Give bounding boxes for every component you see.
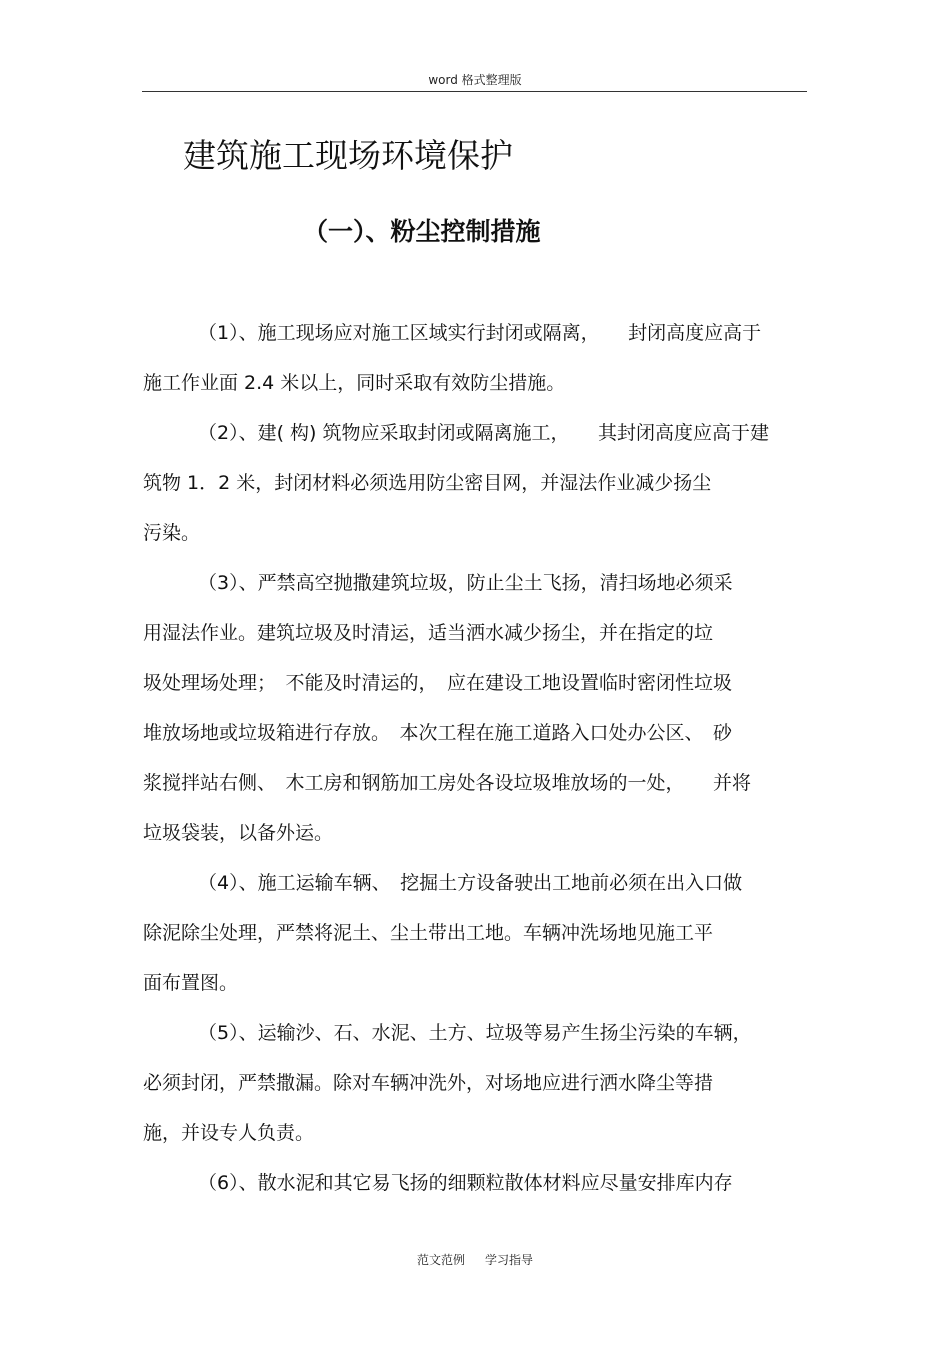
document-title: 建筑施工现场环境保护 [183, 136, 513, 175]
footer-right-text: 学习指导 [485, 1253, 534, 1267]
paragraph-line: 施工作业面 2.4 米以上，同时采取有效防尘措施。 [143, 372, 566, 394]
paragraph-line: （3）、严禁高空抛撒建筑垃圾，防止尘土飞扬，清扫场地必须采 [198, 572, 733, 594]
page-header: word 格式整理版 [428, 73, 522, 87]
footer-left-text: 范文范例 [416, 1253, 465, 1267]
section-heading: （一）、粉尘控制措施 [303, 217, 541, 246]
paragraph-line: 浆搅拌站右侧、 木工房和钢筋加工房处各设垃圾堆放场的一处， 并将 [143, 772, 752, 794]
paragraph-line: 垃圾袋装，以备外运。 [143, 822, 334, 844]
paragraph-line: 用湿法作业。建筑垃圾及时清运，适当洒水减少扬尘，并在指定的垃 [143, 622, 714, 644]
paragraph-line: （5）、运输沙、石、水泥、土方、垃圾等易产生扬尘污染的车辆， [198, 1022, 752, 1044]
paragraph-line: 污染。 [143, 522, 201, 544]
page-footer [0, 1251, 950, 1268]
paragraph-line: 面布置图。 [143, 972, 239, 994]
paragraph-line: 堆放场地或垃圾箱进行存放。 本次工程在施工道路入口处办公区、 砂 [143, 722, 733, 744]
header-divider [142, 91, 807, 92]
paragraph-line: 必须封闭，严禁撒漏。除对车辆冲洗外，对场地应进行洒水降尘等措 [143, 1072, 714, 1094]
paragraph-line: 除泥除尘处理，严禁将泥土、尘土带出工地。车辆冲洗场地见施工平 [143, 922, 714, 944]
paragraph-line: 施，并设专人负责。 [143, 1122, 315, 1144]
paragraph-line: （6）、散水泥和其它易飞扬的细颗粒散体材料应尽量安排库内存 [198, 1172, 733, 1194]
paragraph-line: 筑物 1．2 米，封闭材料必须选用防尘密目网，并湿法作业减少扬尘 [143, 472, 712, 494]
paragraph-line: 圾处理场处理； 不能及时清运的， 应在建设工地设置临时密闭性垃圾 [143, 672, 733, 694]
paragraph-line: （4）、施工运输车辆、 挖掘土方设备驶出工地前必须在出入口做 [198, 872, 743, 894]
paragraph-line: （2）、建( 构) 筑物应采取封闭或隔离施工， 其封闭高度应高于建 [198, 422, 769, 444]
paragraph-line: （1）、施工现场应对施工区域实行封闭或隔离， 封闭高度应高于 [198, 322, 762, 344]
